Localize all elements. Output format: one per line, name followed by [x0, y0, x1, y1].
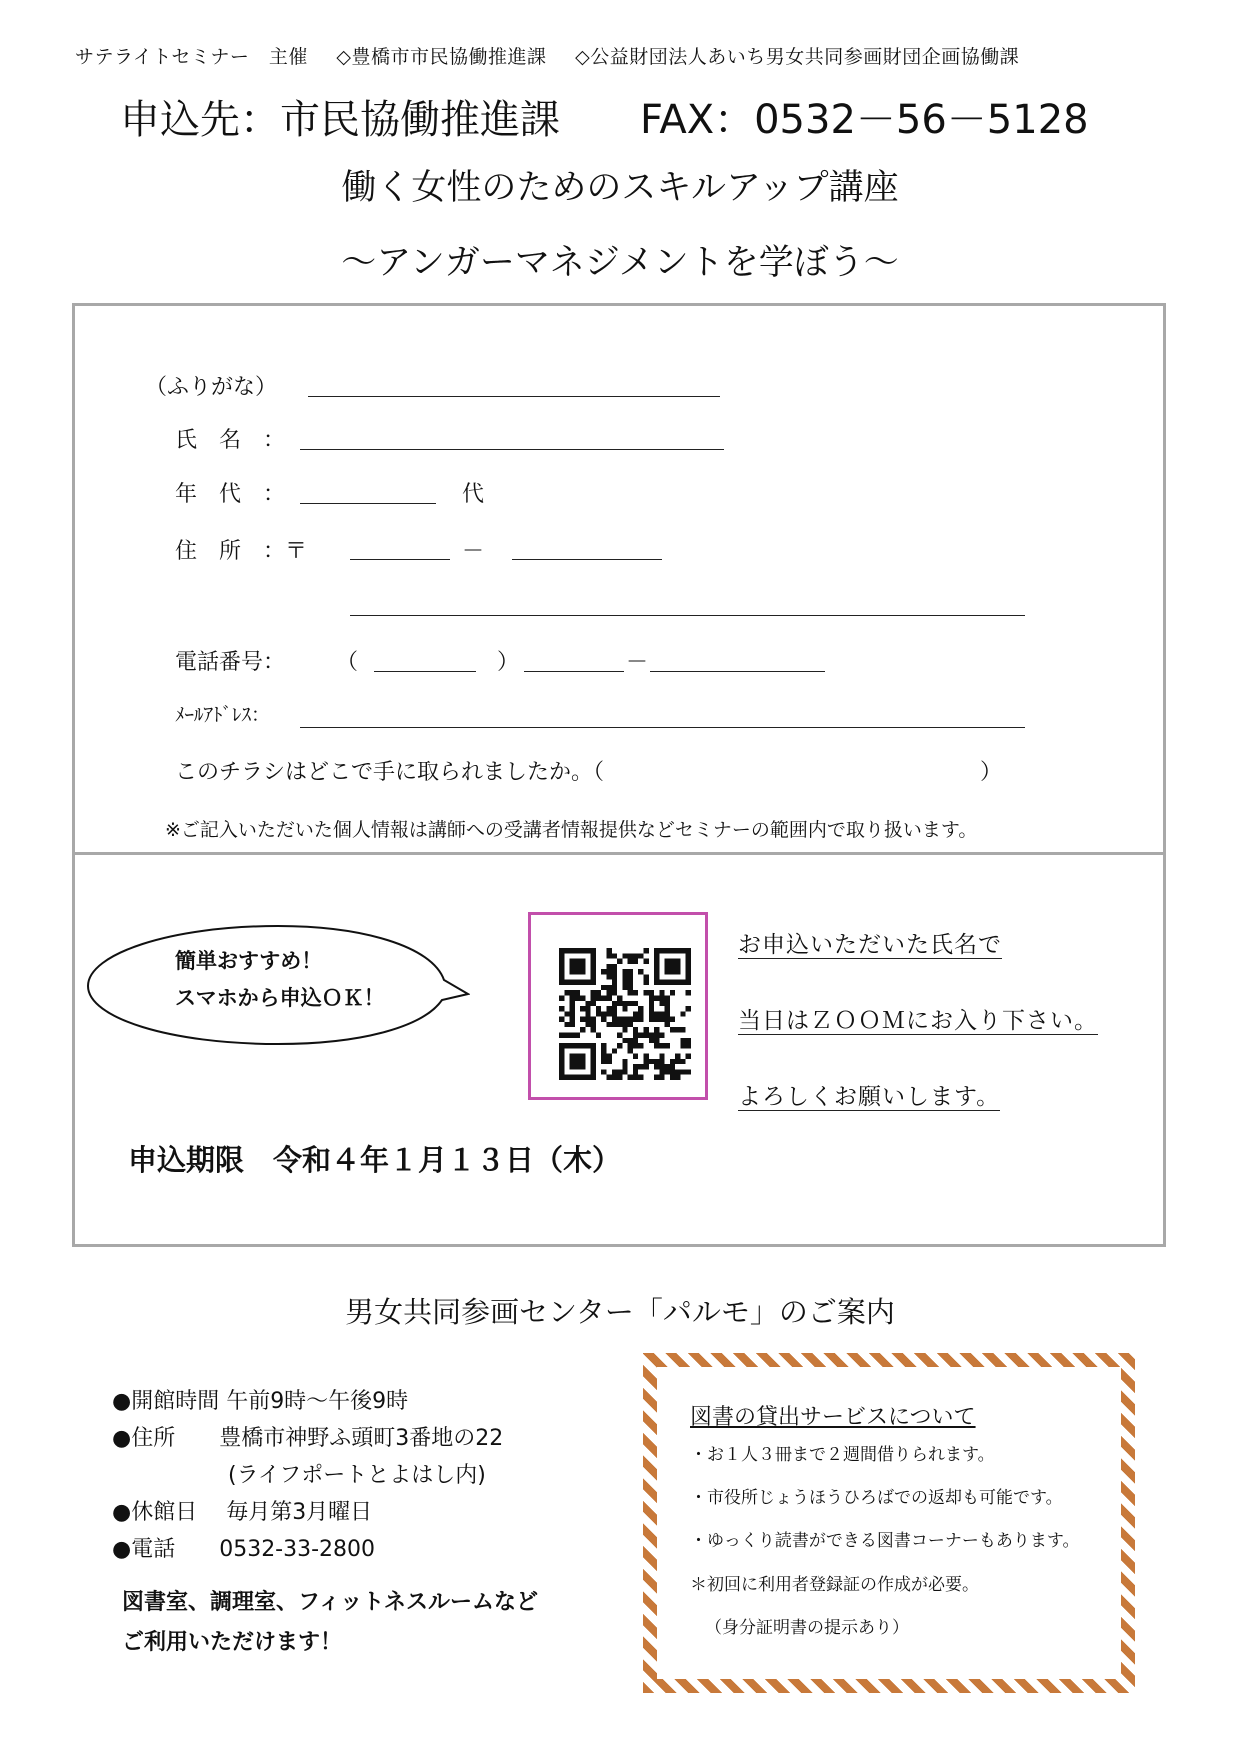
address-field[interactable] — [350, 615, 1025, 616]
zoom-line-3: よろしくお願いします。 — [738, 1084, 1001, 1110]
library-title: 図書の貸出サービスについて — [690, 1405, 976, 1430]
sponsor-line — [75, 42, 1041, 69]
zoom-instruction-1 — [738, 926, 1002, 959]
phone-mid-field[interactable] — [524, 671, 624, 672]
form-divider — [72, 852, 1166, 855]
bubble-text — [175, 943, 385, 1017]
phone-open-paren: （ — [336, 650, 359, 675]
zoom-instruction-2 — [738, 1002, 1098, 1035]
phone-area-field[interactable] — [374, 671, 476, 672]
fax-number: FAX：0532－56－5128 — [640, 97, 1089, 143]
postal-code-1-field[interactable] — [350, 559, 450, 560]
bubble-line-1: 簡単おすすめ！ — [175, 949, 323, 973]
email-label: ﾒｰﾙｱﾄﾞﾚｽ： — [175, 704, 271, 726]
center-phone: ●電話 0532-33-2800 — [112, 1537, 376, 1562]
qr-code-frame — [528, 912, 708, 1100]
center-facilities-2: ご利用いただけます！ — [122, 1630, 343, 1655]
address-label: 住 所 ：〒 — [175, 539, 308, 564]
zoom-instruction-3 — [738, 1078, 1000, 1111]
application-deadline: 申込期限 令和４年１月１３日（木） — [128, 1143, 622, 1177]
furigana-label: （ふりがな） — [145, 375, 278, 400]
postal-dash: － — [462, 539, 485, 564]
center-hours: ●開館時間 午前9時～午後9時 — [112, 1389, 409, 1414]
library-item: ・市役所じょうほうひろばでの返却も可能です。 — [690, 1488, 1063, 1508]
qr-code-icon[interactable] — [559, 948, 691, 1080]
zoom-line-1: お申込いただいた氏名で — [738, 932, 1002, 958]
center-closed-day: ●休館日 毎月第3月曜日 — [112, 1500, 373, 1525]
library-item: ・お１人３冊まで２週間借りられます。 — [690, 1445, 995, 1465]
privacy-note: ※ご記入いただいた個人情報は講師への受講者情報提供などセミナーの範囲内で取り扱います。 — [165, 819, 978, 841]
age-field[interactable] — [300, 503, 436, 504]
sponsor-2: ◇公益財団法人あいち男女共同参画財団企画協働課 — [575, 46, 1020, 68]
sponsor-label: サテライトセミナー 主催 — [75, 46, 308, 68]
postal-code-2-field[interactable] — [512, 559, 662, 560]
center-address-note: (ライフポートとよはし内) — [228, 1463, 486, 1488]
zoom-line-2: 当日はＺＯＯＭにお入り下さい。 — [738, 1008, 1098, 1034]
phone-label: 電話番号： — [175, 650, 286, 675]
name-label: 氏 名 ： — [175, 428, 286, 453]
library-item: （身分証明書の提示あり） — [705, 1618, 909, 1638]
name-field[interactable] — [300, 449, 724, 450]
center-title: 男女共同参画センター「パルモ」のご案内 — [345, 1295, 895, 1329]
center-facilities-1: 図書室、調理室、フィットネスルームなど — [122, 1590, 539, 1615]
library-item: ・ゆっくり読書ができる図書コーナーもあります。 — [690, 1531, 1080, 1551]
bubble-line-2: スマホから申込ＯＫ！ — [175, 986, 385, 1010]
flyer-question: このチラシはどこで手に取られましたか。（ — [175, 760, 605, 785]
email-field[interactable] — [300, 727, 1025, 728]
page-title: 働く女性のためのスキルアップ講座 — [341, 168, 899, 208]
page-subtitle: ～アンガーマネジメントを学ぼう～ — [341, 243, 899, 283]
center-address: ●住所 豊橋市神野ふ頭町3番地の22 — [112, 1426, 504, 1451]
furigana-field[interactable] — [308, 396, 720, 397]
age-suffix: 代 — [462, 482, 485, 507]
phone-dash: － — [626, 650, 649, 675]
library-item: ＊初回に利用者登録証の作成が必要。 — [690, 1575, 979, 1595]
phone-close-paren: ） — [497, 650, 520, 675]
flyer-close-paren: ） — [980, 760, 1003, 785]
age-label: 年 代 ： — [175, 482, 286, 507]
apply-to: 申込先：市民協働推進課 — [120, 97, 560, 143]
phone-last-field[interactable] — [650, 671, 825, 672]
apply-line — [120, 88, 1089, 145]
sponsor-1: ◇豊橋市市民協働推進課 — [336, 46, 547, 68]
